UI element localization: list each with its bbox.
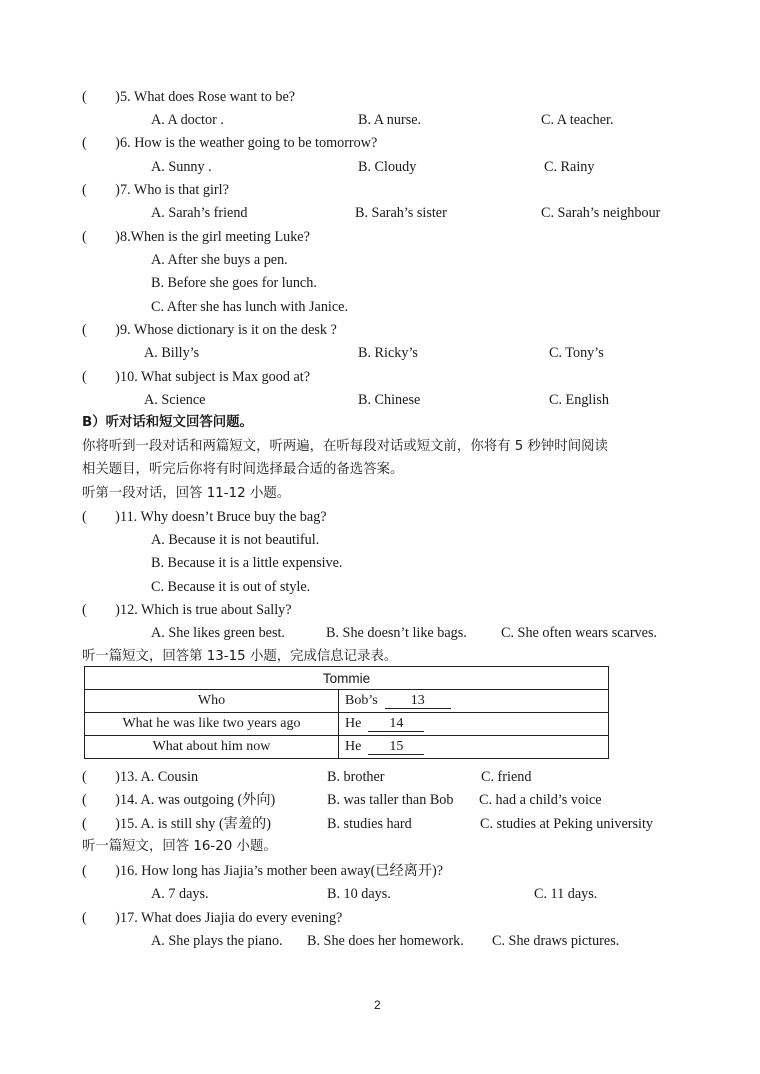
- question-6-option-c: C. Rainy: [544, 159, 595, 175]
- dialogue-intro: 听第一段对话，回答 11-12 小题。: [82, 486, 291, 501]
- answer-blank-14: 14: [368, 716, 424, 732]
- question-17-stem: 17. What does Jiajia do every evening?: [120, 910, 343, 926]
- question-16-option-c: C. 11 days.: [534, 886, 598, 902]
- answer-blank-13: 13: [385, 693, 451, 709]
- question-12-option-c: C. She often wears scarves.: [501, 625, 658, 641]
- question-8-option-b: B. Before she goes for lunch.: [151, 275, 317, 291]
- question-14-option-a: 14. A. was outgoing (外向): [120, 792, 276, 808]
- question-14-option-b: B. was taller than Bob: [327, 792, 454, 808]
- table-cell-answer: [339, 713, 609, 736]
- question-15-option-b: B. studies hard: [327, 816, 412, 832]
- question-17-option-b: B. She does her homework.: [307, 933, 464, 949]
- answer-paren: ( ): [82, 182, 120, 198]
- question-10-option-a: A. Science: [144, 392, 206, 408]
- question-11-option-c: C. Because it is out of style.: [151, 579, 311, 595]
- question-14-option-c: C. had a child’s voice: [479, 792, 602, 808]
- question-5-option-b: B. A nurse.: [358, 112, 422, 128]
- question-15-option-c: C. studies at Peking university: [480, 816, 654, 832]
- question-10-option-c: C. English: [549, 392, 609, 408]
- section-b-instructions-line2: 相关题目，听完后你将有时间选择最合适的备选答案。: [82, 462, 404, 477]
- question-7-stem: 7. Who is that girl?: [120, 182, 229, 198]
- question-15-option-a: 15. A. is still shy (害羞的): [120, 816, 271, 832]
- page-number: 2: [374, 998, 381, 1012]
- question-17-option-a: A. She plays the piano.: [151, 933, 283, 949]
- question-11-stem: 11. Why doesn’t Bruce buy the bag?: [120, 509, 327, 525]
- answer-paren: ( ): [82, 792, 120, 808]
- question-16-option-a: A. 7 days.: [151, 886, 209, 902]
- question-13-option-b: B. brother: [327, 769, 385, 785]
- table-row: [85, 713, 609, 736]
- answer-paren: ( ): [82, 863, 120, 879]
- section-b-instructions-line1: 你将听到一段对话和两篇短文，听两遍，在听每段对话或短文前，你将有 5 秒钟时间阅读: [82, 439, 608, 454]
- question-13-option-c: C. friend: [481, 769, 532, 785]
- question-5-stem: 5. What does Rose want to be?: [120, 89, 296, 105]
- question-5-option-c: C. A teacher.: [541, 112, 614, 128]
- question-6-stem: 6. How is the weather going to be tomorrow?: [120, 135, 378, 151]
- table-row: [85, 736, 609, 759]
- question-9-option-c: C. Tony’s: [549, 345, 604, 361]
- table-row: [85, 690, 609, 713]
- table-cell-answer: [339, 736, 609, 759]
- question-7-option-a: A. Sarah’s friend: [151, 205, 248, 221]
- answer-prefix: He: [345, 716, 362, 731]
- table-cell-label: Who: [85, 690, 339, 713]
- passage1-intro: 听一篇短文，回答第 13-15 小题，完成信息记录表。: [82, 649, 398, 664]
- answer-paren: ( ): [82, 509, 120, 525]
- question-16-stem: 16. How long has Jiajia’s mother been away(已经离开)?: [120, 863, 444, 879]
- answer-paren: ( ): [82, 322, 120, 338]
- question-9-stem: 9. Whose dictionary is it on the desk ?: [120, 322, 337, 338]
- answer-paren: ( ): [82, 816, 120, 832]
- answer-prefix: He: [345, 739, 362, 754]
- section-b-title: B）听对话和短文回答问题。: [82, 415, 253, 430]
- question-7-option-c: C. Sarah’s neighbour: [541, 205, 661, 221]
- answer-paren: ( ): [82, 89, 120, 105]
- answer-prefix: Bob’s: [345, 693, 378, 708]
- question-12-stem: 12. Which is true about Sally?: [120, 602, 292, 618]
- question-8-stem: 8.When is the girl meeting Luke?: [120, 229, 310, 245]
- question-5-option-a: A. A doctor .: [151, 112, 224, 128]
- question-12-option-a: A. She likes green best.: [151, 625, 285, 641]
- table-cell-answer: [339, 690, 609, 713]
- answer-blank-15: 15: [368, 739, 424, 755]
- question-10-option-b: B. Chinese: [358, 392, 421, 408]
- question-11-option-b: B. Because it is a little expensive.: [151, 555, 343, 571]
- answer-paren: ( ): [82, 910, 120, 926]
- table-title: Tommie: [85, 667, 609, 690]
- question-9-option-b: B. Ricky’s: [358, 345, 418, 361]
- passage2-intro: 听一篇短文，回答 16-20 小题。: [82, 839, 277, 854]
- question-12-option-b: B. She doesn’t like bags.: [326, 625, 467, 641]
- question-17-option-c: C. She draws pictures.: [492, 933, 620, 949]
- question-8-option-a: A. After she buys a pen.: [151, 252, 288, 268]
- question-10-stem: 10. What subject is Max good at?: [120, 369, 311, 385]
- table-cell-label: What about him now: [85, 736, 339, 759]
- question-9-option-a: A. Billy’s: [144, 345, 200, 361]
- answer-paren: ( ): [82, 369, 120, 385]
- info-record-table: [84, 666, 609, 759]
- question-8-option-c: C. After she has lunch with Janice.: [151, 299, 349, 315]
- question-7-option-b: B. Sarah’s sister: [355, 205, 447, 221]
- question-6-option-b: B. Cloudy: [358, 159, 417, 175]
- answer-paren: ( ): [82, 229, 120, 245]
- question-13-option-a: 13. A. Cousin: [120, 769, 199, 785]
- answer-paren: ( ): [82, 769, 120, 785]
- question-11-option-a: A. Because it is not beautiful.: [151, 532, 320, 548]
- answer-paren: ( ): [82, 602, 120, 618]
- question-6-option-a: A. Sunny .: [151, 159, 212, 175]
- table-cell-label: What he was like two years ago: [85, 713, 339, 736]
- question-16-option-b: B. 10 days.: [327, 886, 391, 902]
- answer-paren: ( ): [82, 135, 120, 151]
